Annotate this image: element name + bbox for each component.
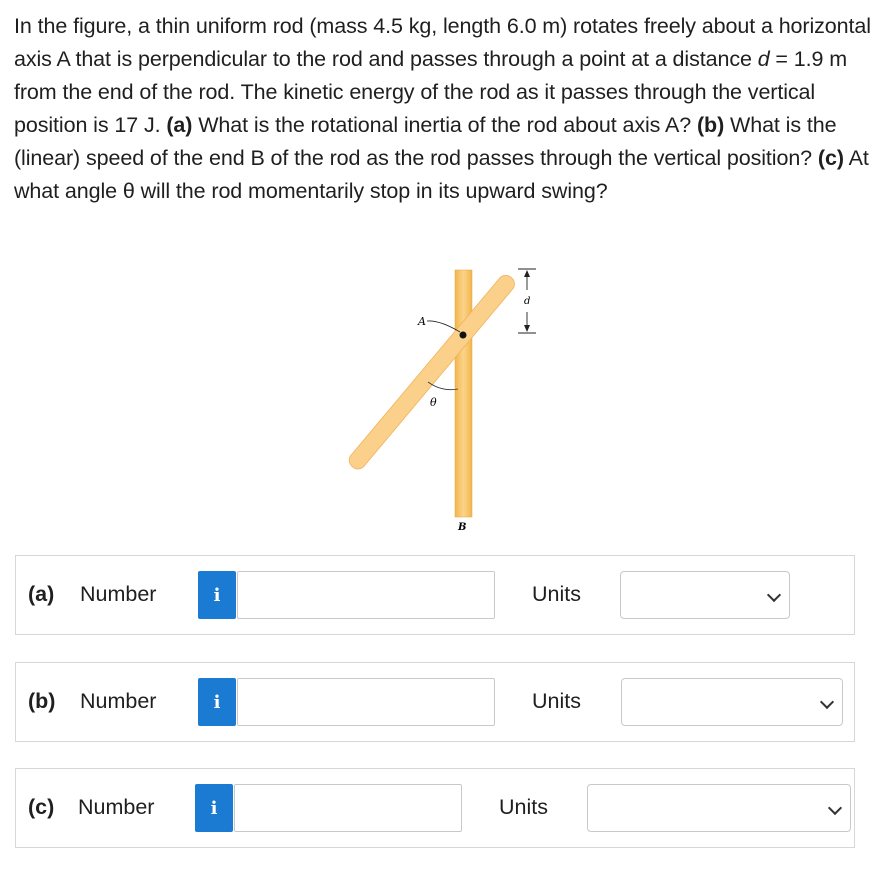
number-input-b[interactable] <box>237 678 495 726</box>
number-label-c: Number <box>78 795 155 819</box>
label-theta: θ <box>430 396 437 409</box>
info-button-b[interactable]: i <box>198 678 236 726</box>
units-select-c[interactable] <box>587 784 851 832</box>
question-text: In the figure, a thin uniform rod (mass 4.5 kg, length 6.0 m) rotates freely about a horizontal axis A that is perpendicular to the rod and passes through a point at a distance d = 1.9 m from the end of the rod. The kinetic energy of the rod as it passes through the vertical position is 17 J. (a) What is the rotational inertia of the rod about axis A? (b) What is the (linear) speed of the end B of the rod as the rod passes through the vertical position? (c) At what angle θ will the rod momentarily stop in its upward swing? <box>14 14 871 203</box>
units-select-b[interactable] <box>621 678 843 726</box>
answer-row-b <box>15 662 855 742</box>
vertical-rod <box>455 270 472 517</box>
units-label-b: Units <box>532 689 581 713</box>
units-label-a: Units <box>532 582 581 606</box>
number-label-a: Number <box>80 582 157 606</box>
units-select-a[interactable] <box>620 571 790 619</box>
number-input-c[interactable] <box>234 784 462 832</box>
part-label-a: (a) <box>28 582 55 606</box>
tilted-rod <box>346 272 518 472</box>
chevron-down-icon <box>767 588 781 602</box>
label-b: B <box>458 522 467 533</box>
part-label-b: (b) <box>28 689 56 713</box>
answer-row-c <box>15 768 855 848</box>
units-label-c: Units <box>499 795 548 819</box>
label-d: d <box>524 296 531 307</box>
part-label-c: (c) <box>28 795 55 819</box>
answer-row-a <box>15 555 855 635</box>
chevron-down-icon <box>820 695 834 709</box>
chevron-down-icon <box>828 801 842 815</box>
label-a: A <box>418 315 426 328</box>
number-label-b: Number <box>80 689 157 713</box>
info-button-a[interactable]: i <box>198 571 236 619</box>
pivot-point <box>460 332 467 339</box>
number-input-a[interactable] <box>237 571 495 619</box>
info-button-c[interactable]: i <box>195 784 233 832</box>
